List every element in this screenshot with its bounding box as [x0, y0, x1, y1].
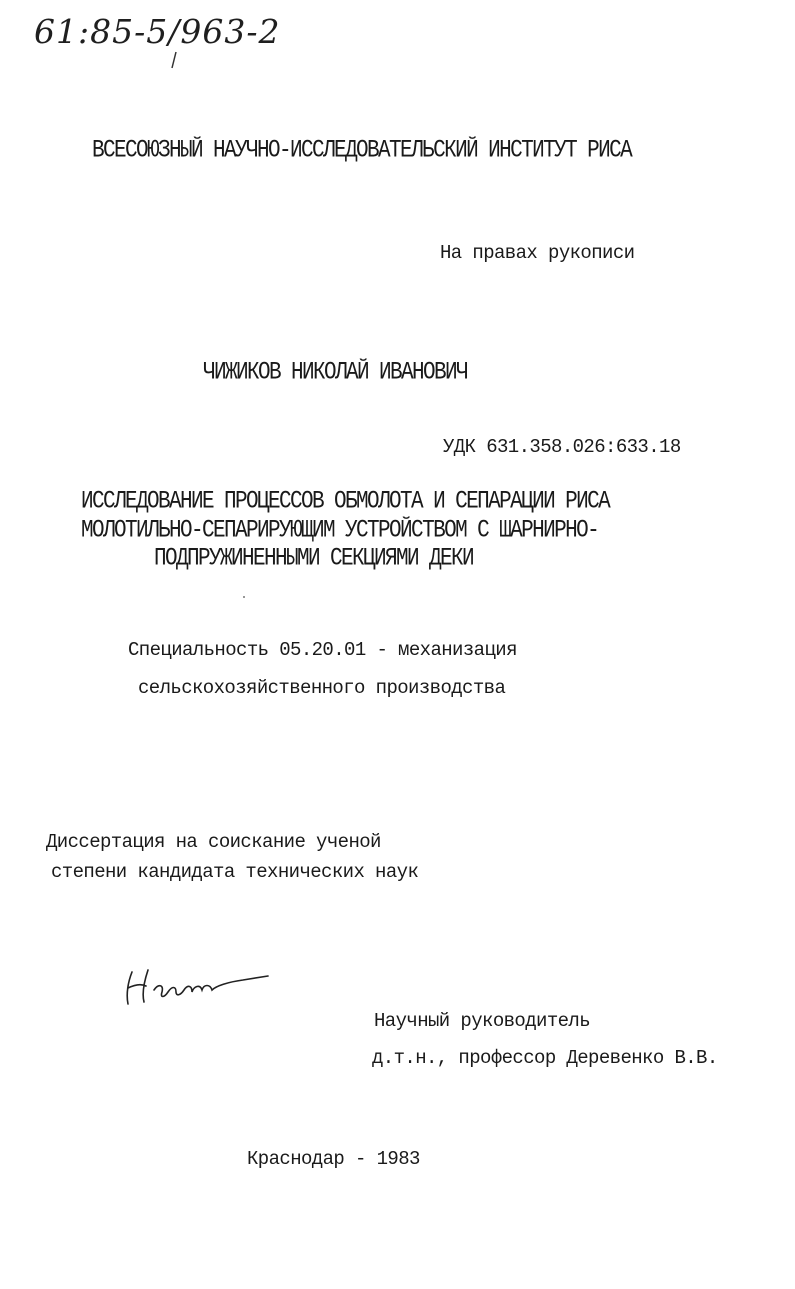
title-line-2: МОЛОТИЛЬНО-СЕПАРИРУЮЩИМ УСТРОЙСТВОМ С ШАРНИРНО- — [81, 517, 599, 545]
rights-note: На правах рукописи — [440, 242, 635, 264]
specialty-line-2: сельскохозяйственного производства — [138, 677, 506, 699]
place-and-year: Краснодар - 1983 — [247, 1148, 420, 1170]
specialty-line-1: Специальность 05.20.01 - механизация — [128, 639, 517, 661]
handwritten-call-number: 61:85-5/963-2 — [34, 12, 281, 51]
udc-code: УДК 631.358.026:633.18 — [443, 436, 681, 458]
call-number-underline-mark — [168, 50, 180, 70]
title-line-1: ИССЛЕДОВАНИЕ ПРОЦЕССОВ ОБМОЛОТА И СЕПАРАЦИИ РИСА — [81, 488, 610, 516]
supervisor-title: Научный руководитель — [374, 1010, 591, 1032]
institute-name: ВСЕСОЮЗНЫЙ НАУЧНО-ИССЛЕДОВАТЕЛЬСКИЙ ИНСТИТУТ РИСА — [92, 137, 632, 165]
supervisor-name: д.т.н., профессор Деревенко В.В. — [372, 1047, 718, 1069]
author-name: ЧИЖИКОВ НИКОЛАЙ ИВАНОВИЧ — [203, 359, 468, 387]
degree-line-1: Диссертация на соискание ученой — [46, 831, 381, 853]
degree-line-2: степени кандидата технических наук — [51, 861, 419, 883]
author-signature — [118, 962, 278, 1012]
speck — [243, 596, 245, 598]
title-line-3: ПОДПРУЖИНЕННЫМИ СЕКЦИЯМИ ДЕКИ — [154, 545, 474, 573]
